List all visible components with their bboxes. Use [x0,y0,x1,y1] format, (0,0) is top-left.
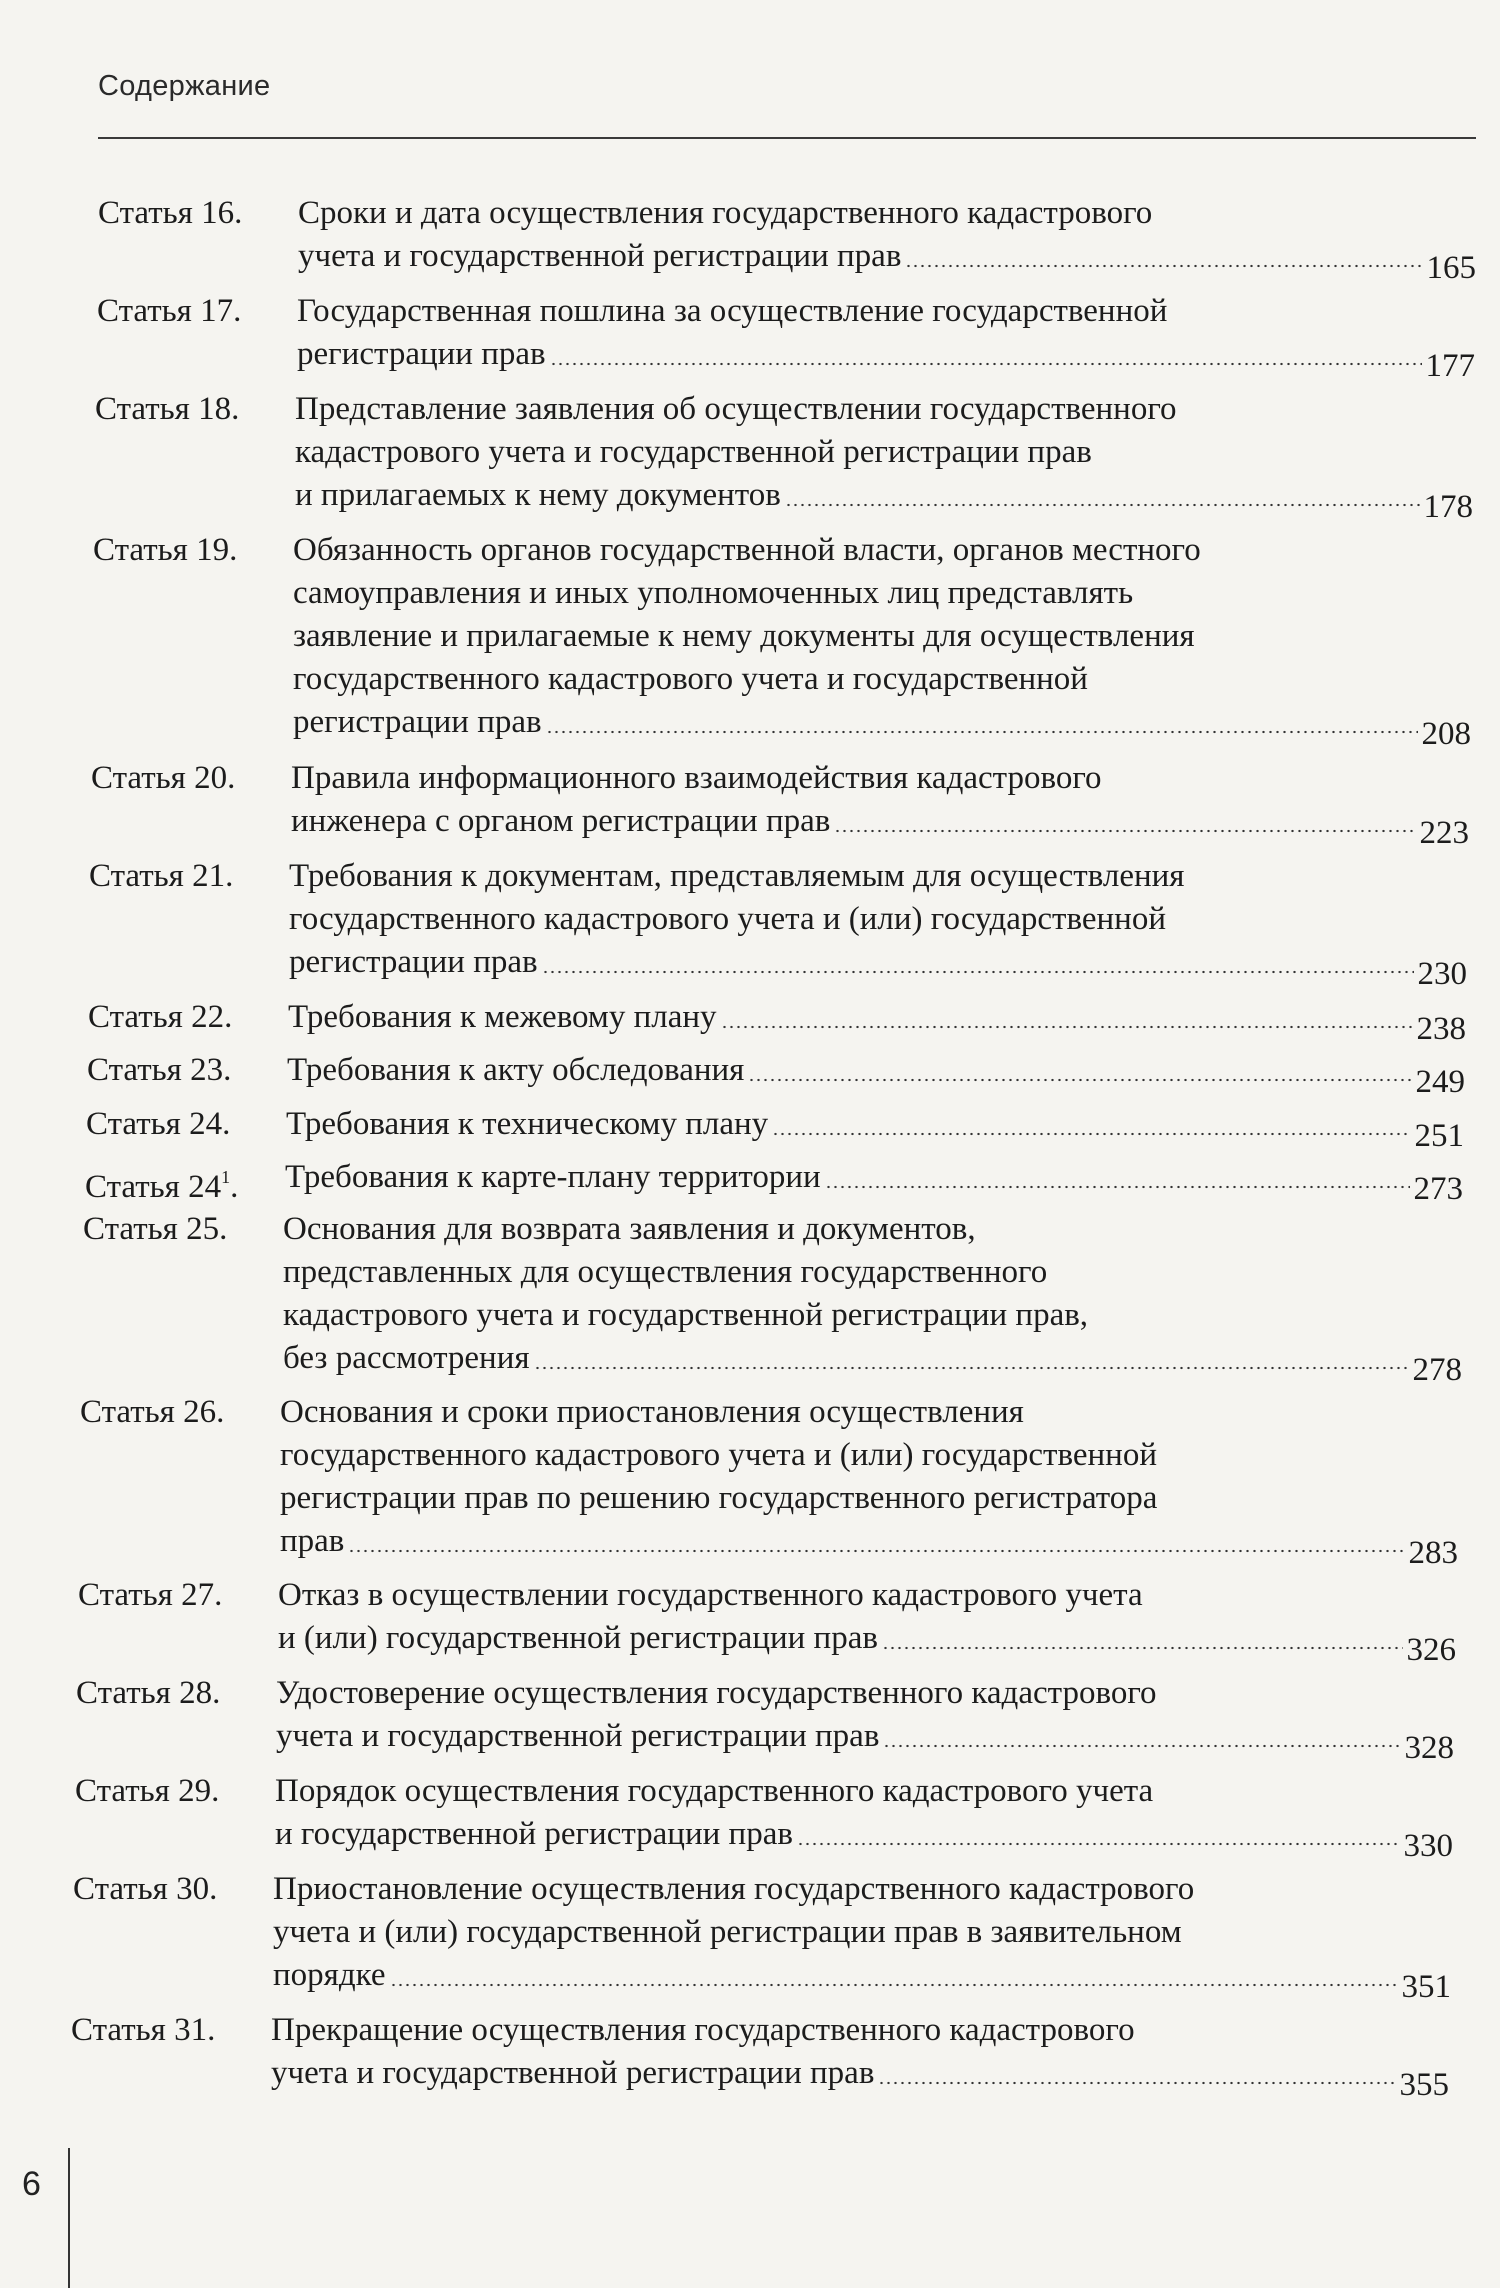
title-line: Удостоверение осуществления государственного кадастрового [276,1675,1157,1711]
title-line: регистрации прав [289,944,538,980]
page-reference[interactable]: 238 [1416,1011,1466,1047]
title-line: без рассмотрения [283,1340,530,1376]
title-last-line [287,1049,1465,1100]
page-number: 6 [22,2165,41,2203]
title-line: Обязанность органов государственной власти, органов местного [293,532,1201,568]
article-title [293,529,1471,752]
article-number-tail: . [230,1169,239,1205]
toc-entry[interactable] [87,1049,1465,1100]
title-last-line [285,1156,1463,1207]
title-last-line [288,996,1466,1047]
title-line: прав [280,1523,345,1559]
dot-leader [785,503,1420,507]
dot-leader [348,1549,1404,1553]
article-title [273,1868,1451,2005]
toc-entry[interactable] [98,192,1476,286]
title-line: Представление заявления об осуществлении государственного [295,391,1177,427]
toc-entry[interactable] [83,1208,1462,1388]
title-last-line [283,1337,1462,1388]
title-last-line [293,701,1471,752]
title-line: заявление и прилагаемые к нему документы для осуществления [293,618,1195,654]
toc-entry[interactable] [97,290,1475,384]
title-line: Приостановление осуществления государственного кадастрового [273,1871,1195,1907]
article-number: Статья 18. [95,391,240,427]
page-reference[interactable]: 273 [1413,1171,1463,1207]
article-number: Статья 31. [71,2012,216,2048]
dot-leader [550,362,1422,366]
toc-entry[interactable] [86,1103,1464,1154]
article-title [288,996,1466,1047]
article-number: Статья 26. [80,1394,225,1430]
article-number: Статья 25. [83,1211,228,1247]
page-reference[interactable]: 165 [1426,250,1476,286]
toc-entry[interactable] [88,996,1466,1047]
title-last-line [291,800,1469,851]
page-reference[interactable]: 230 [1417,956,1467,992]
toc-entry[interactable] [89,855,1467,992]
title-line: учета и государственной регистрации прав [271,2055,875,2091]
title-line: самоуправления и иных уполномоченных лиц представлять [293,575,1134,611]
dot-leader [883,1744,1400,1748]
toc-entry[interactable] [85,1156,1463,1209]
article-title [275,1770,1453,1864]
article-number: Статья 22. [88,999,233,1035]
title-line: Требования к техническому плану [286,1106,769,1142]
article-title [295,388,1473,525]
article-title [276,1672,1454,1766]
article-number-superscript: 1 [221,1167,231,1187]
toc-entry[interactable] [75,1770,1453,1864]
toc-entry[interactable] [73,1868,1451,2005]
title-last-line [275,1813,1453,1864]
toc-entry[interactable] [76,1672,1454,1766]
page-reference[interactable]: 326 [1406,1632,1456,1668]
title-line: Прекращение осуществления государственного кадастрового [271,2012,1135,2048]
dot-leader [882,1646,1403,1650]
article-title [298,192,1476,286]
title-line: государственного кадастрового учета и государственной [293,661,1088,697]
article-number: Статья 20. [91,760,236,796]
toc-entry[interactable] [95,388,1473,525]
title-line: Требования к документам, представляемым для осуществления [289,858,1185,894]
page-reference[interactable]: 330 [1403,1828,1453,1864]
page-reference[interactable]: 177 [1425,348,1475,384]
title-last-line [278,1617,1456,1668]
title-line: Основания и сроки приостановления осуществления [280,1394,1024,1430]
article-title [287,1049,1465,1100]
title-line: кадастрового учета и государственной регистрации прав, [283,1297,1089,1333]
page-reference[interactable]: 328 [1404,1730,1454,1766]
title-line: Сроки и дата осуществления государственного кадастрового [298,195,1153,231]
title-line: Основания для возврата заявления и документов, [283,1211,976,1247]
page-reference[interactable]: 223 [1419,815,1469,851]
title-line: Государственная пошлина за осуществление государственной [297,293,1168,329]
dot-leader [834,829,1415,833]
page-reference[interactable]: 208 [1421,716,1471,752]
article-title [286,1103,1464,1154]
dot-leader [546,730,1418,734]
dot-leader [534,1366,1409,1370]
dot-leader [542,970,1414,974]
title-line: Требования к межевому плану [288,999,717,1035]
article-number: Статья 27. [78,1577,223,1613]
toc-entry[interactable] [78,1574,1456,1668]
dot-leader [905,264,1422,268]
dot-leader [748,1078,1411,1082]
dot-leader [772,1132,1410,1136]
title-last-line [286,1103,1464,1154]
title-last-line [271,2052,1449,2103]
page-reference[interactable]: 278 [1412,1352,1462,1388]
article-number: Статья 23. [87,1052,232,1088]
article-number: Статья 21. [89,858,234,894]
article-number: Статья 28. [76,1675,221,1711]
title-line: регистрации прав [293,704,542,740]
title-last-line [280,1520,1458,1571]
page-reference[interactable]: 251 [1414,1118,1464,1154]
title-line: инженера с органом регистрации прав [291,803,831,839]
running-head-title: Содержание [98,70,271,102]
article-number: Статья 16. [98,195,243,231]
article-title [283,1208,1462,1388]
title-line: регистрации прав [297,336,546,372]
title-last-line [297,333,1475,384]
dot-leader [721,1025,1413,1029]
page-reference[interactable]: 351 [1401,1969,1451,2005]
article-number: Статья 29. [75,1773,220,1809]
article-number-main: Статья 24 [85,1169,222,1205]
title-line: Правила информационного взаимодействия кадастрового [291,760,1102,796]
toc-entry[interactable] [91,757,1469,851]
title-last-line [295,474,1473,525]
title-line: порядке [273,1957,386,1993]
title-line: государственного кадастрового учета и (или) государственной [280,1437,1157,1473]
title-line: представленных для осуществления государственного [283,1254,1048,1290]
dot-leader [878,2081,1395,2085]
title-line: и (или) государственной регистрации прав [278,1620,878,1656]
page-reference[interactable]: 283 [1408,1535,1458,1571]
footer-side-rule [68,2148,70,2288]
article-title [271,2009,1449,2103]
title-line: Отказ в осуществлении государственного кадастрового учета [278,1577,1143,1613]
title-line: регистрации прав по решению государственного регистратора [280,1480,1158,1516]
title-last-line [298,235,1476,286]
article-title [280,1391,1458,1571]
article-title [297,290,1475,384]
title-last-line [273,1954,1451,2005]
title-line: Порядок осуществления государственного кадастрового учета [275,1773,1154,1809]
dot-leader [825,1185,1410,1189]
title-line: учета и (или) государственной регистрации прав в заявительном [273,1914,1182,1950]
article-number: Статья 19. [93,532,238,568]
title-line: Требования к акту обследования [287,1052,745,1088]
dot-leader [797,1842,1400,1846]
article-number [85,1156,285,1209]
title-line: кадастрового учета и государственной регистрации прав [295,434,1092,470]
article-number: Статья 30. [73,1871,218,1907]
dot-leader [390,1983,1398,1987]
title-line: учета и государственной регистрации прав [298,238,902,274]
page-reference[interactable]: 178 [1423,489,1473,525]
title-line: и прилагаемых к нему документов [295,477,781,513]
toc-entry[interactable] [71,2009,1449,2103]
title-line: учета и государственной регистрации прав [276,1718,880,1754]
title-last-line [289,941,1467,992]
article-title [291,757,1469,851]
page-reference[interactable]: 249 [1415,1064,1465,1100]
toc-entry[interactable] [80,1391,1458,1571]
article-title [285,1156,1463,1207]
article-number: Статья 24. [86,1106,231,1142]
title-last-line [276,1715,1454,1766]
article-title [278,1574,1456,1668]
title-line: государственного кадастрового учета и (или) государственной [289,901,1166,937]
title-line: и государственной регистрации прав [275,1816,793,1852]
toc-entry[interactable] [93,529,1471,752]
page-reference[interactable]: 355 [1399,2067,1449,2103]
title-line: Требования к карте-плану территории [285,1159,821,1195]
article-number: Статья 17. [97,293,242,329]
article-title [289,855,1467,992]
